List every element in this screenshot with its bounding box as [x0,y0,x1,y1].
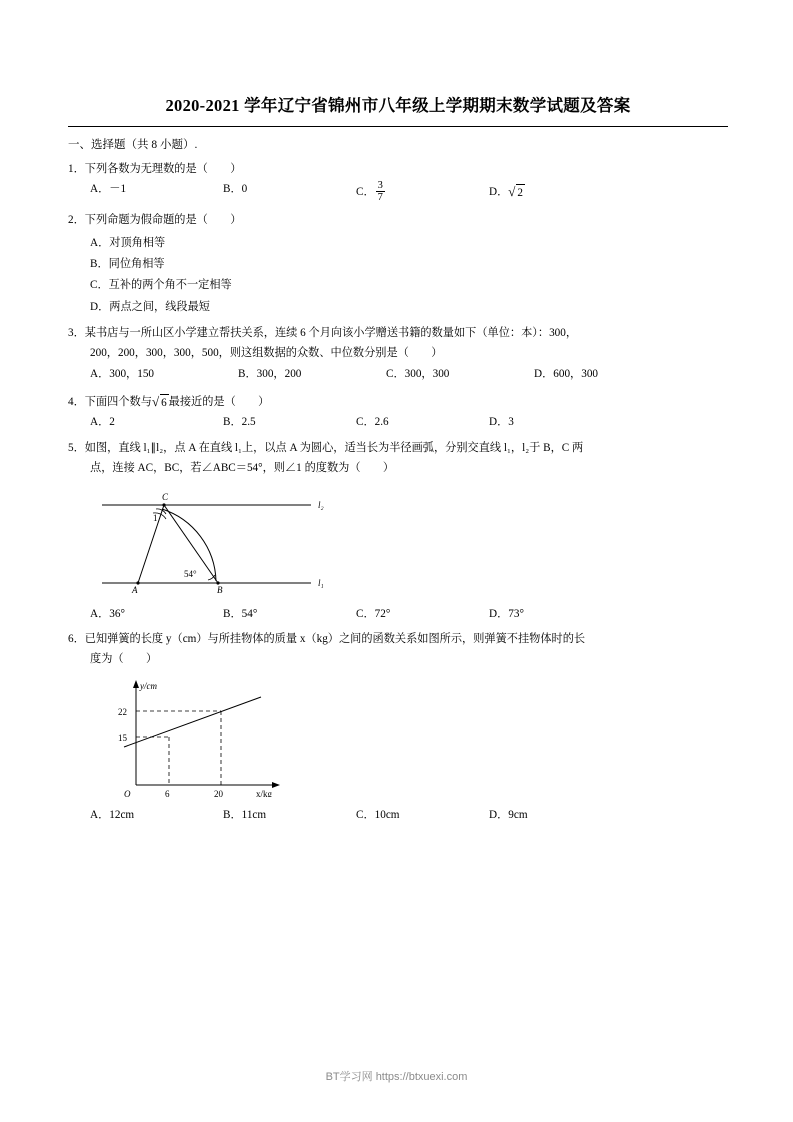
question-5-stem-line-2: 点，连接 AC，BC，若∠ABC＝54°，则∠1 的度数为（ ） [90,462,395,475]
label-c: C [162,492,169,503]
label-l2: l₂ [318,500,324,511]
question-3-stem-line-1 [68,325,728,342]
radicand: 6 [160,394,169,412]
question-4-text-post: 最接近的是（ ） [168,395,270,408]
page-footer: BT学习网 https://btxuexi.com [325,1071,468,1083]
question-4-stem [68,391,728,411]
option-d [489,181,622,204]
question-3-number: 3． [68,326,85,339]
radical-sign: √ [151,393,160,409]
question-4-text-pre: 下面四个数与 [84,395,152,408]
title-divider [68,126,728,127]
question-5-options [68,606,728,623]
question-5-number: 5． [68,441,85,454]
label-origin: O [124,788,131,797]
option-a: A．300，150 [90,367,155,380]
choice-b: B．同位角相等 [90,258,165,271]
label-y-axis: y/cm [140,680,157,691]
label-y-22: 22 [118,706,127,717]
label-y-15: 15 [118,732,127,743]
question-6-figure [68,675,728,803]
question-2-stem [68,212,728,229]
option-d: D．3 [489,416,514,429]
label-x-20: 20 [214,788,223,797]
page-title: 2020-2021 学年辽宁省锦州市八年级上学期期末数学试题及答案 [165,96,631,115]
question-5-stem-line-1 [68,440,728,457]
label-angle-1: 1 [153,513,158,524]
option-b: B．2.5 [223,416,256,429]
question-6 [68,631,728,824]
option-c-label: C． [356,186,375,199]
label-x-6: 6 [165,788,170,797]
question-3 [68,325,728,383]
question-2-choices [68,233,728,318]
option-a: A．2 [90,416,115,429]
option-b: B．11cm [223,809,267,822]
question-4-number: 4． [68,395,85,408]
question-1 [68,161,728,204]
label-angle-54: 54° [184,569,197,580]
question-5-figure [68,483,728,601]
choice-d: D．两点之间，线段最短 [90,300,210,313]
question-6-options [68,807,728,824]
fraction-3-7: $\frac{3}{7}$ [377,180,383,204]
radical-sign: √ [508,184,516,200]
option-b: B．300，200 [238,367,302,380]
geometry-diagram [96,483,356,595]
question-2-text: 下列命题为假命题的是（ ） [84,214,242,227]
line-graph-diagram [96,675,316,797]
label-l1: l₁ [318,578,324,589]
label-x-axis: x/kg [256,788,273,797]
option-c: C．2.6 [356,416,389,429]
option-a: A．－1 [90,183,127,196]
option-c: C．300，300 [386,367,450,380]
question-3-stem-line-2: 200，200，300，300，500，则这组数据的众数、中位数分别是（ ） [90,347,443,360]
question-1-options [68,181,728,204]
question-4-options [68,414,728,431]
question-3-options [68,366,728,383]
radicand: 2 [516,184,525,202]
option-d: D．600，300 [534,367,599,380]
option-d-label: D． [489,186,509,199]
question-2-number: 2． [68,214,85,227]
question-6-number: 6． [68,633,85,646]
question-2 [68,212,728,317]
document-content [68,92,728,833]
question-1-number: 1． [68,163,85,175]
question-6-stem-line-1 [68,631,728,648]
question-5-text-1: 如图，直线 l₁∥l₂，点 A 在直线 l₁上，以点 A 为圆心，适当长为半径画弧，分别交直线 l₁，l₂于 B，C 两 [84,441,584,454]
option-d: D．9cm [489,809,528,822]
option-c [356,181,489,204]
question-3-text-1: 某书店与一所山区小学建立帮扶关系，连续 6 个月向该小学赠送书籍的数量如下（单位：本）：300， [84,326,578,339]
question-6-stem-line-2: 度为（ ） [90,653,158,666]
question-1-stem [68,161,728,178]
option-b: B．0 [223,183,248,196]
option-a: A．12cm [90,809,135,822]
question-1-text: 下列各数为无理数的是（ ） [84,163,242,175]
option-a: A．36° [90,607,125,620]
option-c: C．10cm [356,809,400,822]
option-b: B．54° [223,607,258,620]
question-4 [68,391,728,432]
choice-c: C．互补的两个角不一定相等 [90,279,232,292]
option-d: D．73° [489,607,524,620]
question-5 [68,440,728,623]
section-heading: 一、选择题（共 8 小题）. [68,139,198,151]
choice-a: A．对顶角相等 [90,236,166,249]
question-6-text-1: 已知弹簧的长度 y（cm）与所挂物体的质量 x（kg）之间的函数关系如图所示，则弹簧不挂物体时的长 [84,633,586,646]
label-b: B [217,585,223,596]
option-c: C．72° [356,607,391,620]
label-a: A [132,585,138,596]
